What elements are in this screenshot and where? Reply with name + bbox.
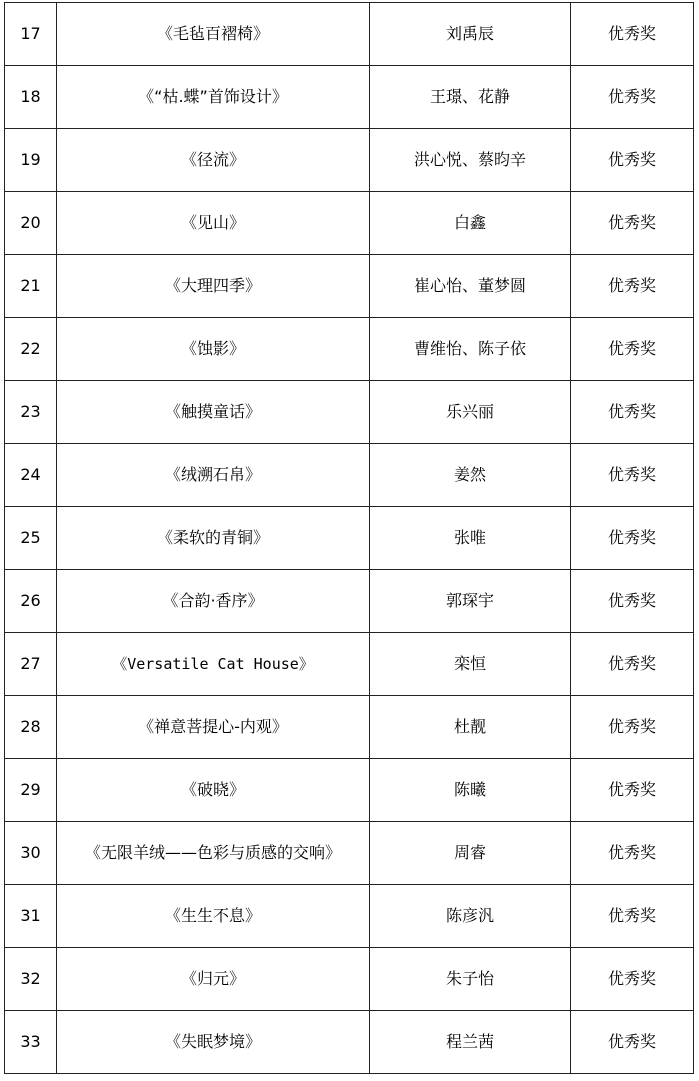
author-name: 崔心怡、董梦圆 bbox=[370, 255, 571, 318]
row-number: 25 bbox=[5, 507, 57, 570]
award-level: 优秀奖 bbox=[571, 885, 694, 948]
work-title: 《生生不息》 bbox=[57, 885, 370, 948]
author-name: 程兰茜 bbox=[370, 1011, 571, 1074]
author-name: 朱子怡 bbox=[370, 948, 571, 1011]
awards-table bbox=[4, 2, 694, 1074]
author-name: 郭琛宇 bbox=[370, 570, 571, 633]
award-level: 优秀奖 bbox=[571, 192, 694, 255]
author-name: 白鑫 bbox=[370, 192, 571, 255]
award-level: 优秀奖 bbox=[571, 381, 694, 444]
author-name: 刘禹辰 bbox=[370, 3, 571, 66]
work-title: 《“枯.蝶”首饰设计》 bbox=[57, 66, 370, 129]
work-title: 《柔软的青铜》 bbox=[57, 507, 370, 570]
table-row bbox=[5, 255, 694, 318]
work-title: 《绒溯石帛》 bbox=[57, 444, 370, 507]
work-title: 《见山》 bbox=[57, 192, 370, 255]
work-title: 《Versatile Cat House》 bbox=[57, 633, 370, 696]
work-title: 《禅意菩提心-内观》 bbox=[57, 696, 370, 759]
table-row bbox=[5, 759, 694, 822]
work-title: 《失眠梦境》 bbox=[57, 1011, 370, 1074]
row-number: 30 bbox=[5, 822, 57, 885]
work-title: 《归元》 bbox=[57, 948, 370, 1011]
author-name: 曹维怡、陈子依 bbox=[370, 318, 571, 381]
award-level: 优秀奖 bbox=[571, 255, 694, 318]
table-row bbox=[5, 885, 694, 948]
award-level: 优秀奖 bbox=[571, 318, 694, 381]
table-row bbox=[5, 507, 694, 570]
row-number: 28 bbox=[5, 696, 57, 759]
author-name: 陈曦 bbox=[370, 759, 571, 822]
work-title: 《径流》 bbox=[57, 129, 370, 192]
award-level: 优秀奖 bbox=[571, 570, 694, 633]
table-row bbox=[5, 66, 694, 129]
author-name: 姜然 bbox=[370, 444, 571, 507]
row-number: 29 bbox=[5, 759, 57, 822]
table-row bbox=[5, 822, 694, 885]
table-row bbox=[5, 318, 694, 381]
author-name: 张唯 bbox=[370, 507, 571, 570]
work-title: 《合韵·香序》 bbox=[57, 570, 370, 633]
award-level: 优秀奖 bbox=[571, 129, 694, 192]
author-name: 周睿 bbox=[370, 822, 571, 885]
row-number: 19 bbox=[5, 129, 57, 192]
row-number: 32 bbox=[5, 948, 57, 1011]
row-number: 31 bbox=[5, 885, 57, 948]
award-level: 优秀奖 bbox=[571, 1011, 694, 1074]
award-level: 优秀奖 bbox=[571, 633, 694, 696]
work-title: 《破晓》 bbox=[57, 759, 370, 822]
row-number: 27 bbox=[5, 633, 57, 696]
author-name: 陈彦汎 bbox=[370, 885, 571, 948]
table-row bbox=[5, 570, 694, 633]
row-number: 24 bbox=[5, 444, 57, 507]
work-title: 《触摸童话》 bbox=[57, 381, 370, 444]
author-name: 洪心悦、蔡昀辛 bbox=[370, 129, 571, 192]
award-level: 优秀奖 bbox=[571, 3, 694, 66]
row-number: 26 bbox=[5, 570, 57, 633]
award-level: 优秀奖 bbox=[571, 759, 694, 822]
table-row bbox=[5, 381, 694, 444]
author-name: 乐兴丽 bbox=[370, 381, 571, 444]
table-row bbox=[5, 444, 694, 507]
work-title: 《无限羊绒——色彩与质感的交响》 bbox=[57, 822, 370, 885]
award-level: 优秀奖 bbox=[571, 444, 694, 507]
author-name: 栾恒 bbox=[370, 633, 571, 696]
award-level: 优秀奖 bbox=[571, 66, 694, 129]
row-number: 21 bbox=[5, 255, 57, 318]
award-level: 优秀奖 bbox=[571, 822, 694, 885]
work-title: 《蚀影》 bbox=[57, 318, 370, 381]
author-name: 王璟、花静 bbox=[370, 66, 571, 129]
table-row bbox=[5, 1011, 694, 1074]
award-level: 优秀奖 bbox=[571, 948, 694, 1011]
table-row bbox=[5, 192, 694, 255]
table-row bbox=[5, 633, 694, 696]
row-number: 22 bbox=[5, 318, 57, 381]
author-name: 杜靓 bbox=[370, 696, 571, 759]
row-number: 33 bbox=[5, 1011, 57, 1074]
award-level: 优秀奖 bbox=[571, 696, 694, 759]
row-number: 20 bbox=[5, 192, 57, 255]
table-row bbox=[5, 129, 694, 192]
row-number: 17 bbox=[5, 3, 57, 66]
awards-table-body bbox=[5, 3, 694, 1074]
table-row bbox=[5, 3, 694, 66]
row-number: 23 bbox=[5, 381, 57, 444]
work-title: 《毛毡百褶椅》 bbox=[57, 3, 370, 66]
work-title: 《大理四季》 bbox=[57, 255, 370, 318]
table-row bbox=[5, 948, 694, 1011]
table-row bbox=[5, 696, 694, 759]
row-number: 18 bbox=[5, 66, 57, 129]
award-level: 优秀奖 bbox=[571, 507, 694, 570]
